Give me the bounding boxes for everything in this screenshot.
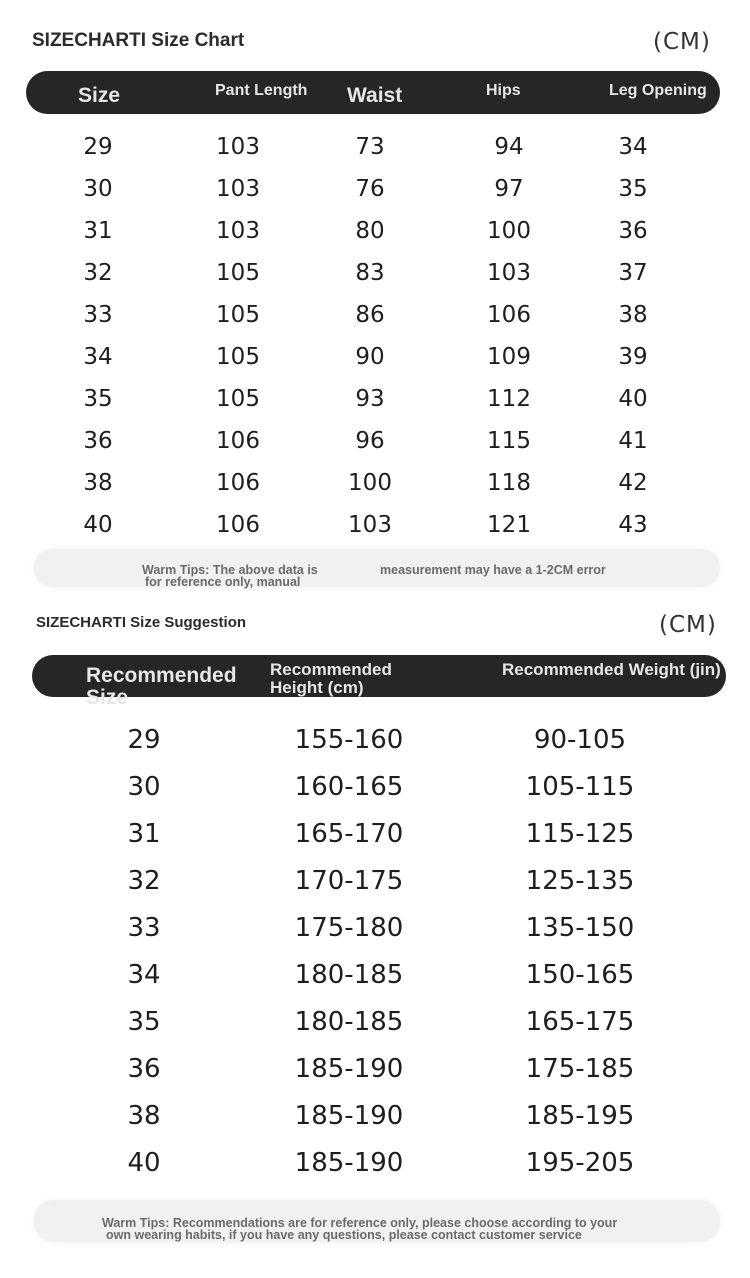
recommended-size-cell: 40 [127, 1148, 161, 1178]
hips-cell: 103 [487, 260, 531, 286]
leg-opening-cell: 37 [618, 260, 648, 286]
header-recommended-weight-label: Recommended Weight (jin) [502, 660, 721, 679]
header-recommended-height-label: Recommended Height (cm) [270, 660, 392, 697]
size-suggestion-header [32, 655, 726, 709]
header-pant-length: Pant Length [215, 82, 308, 99]
waist-cell: 73 [355, 134, 385, 160]
hips-cell: 109 [487, 344, 531, 370]
hips-cell: 106 [487, 302, 531, 328]
table-row [0, 218, 750, 260]
size-chart-tip-line1-right: measurement may have a 1-2CM error [380, 563, 606, 577]
table-row [0, 1101, 750, 1143]
size-suggestion-tip-line2: own wearing habits, if you have any questions, please contact customer service [106, 1228, 582, 1242]
size-cell: 34 [83, 344, 113, 370]
recommended-height-cell: 185-190 [294, 1054, 404, 1084]
waist-cell: 93 [355, 386, 385, 412]
table-row [0, 1148, 750, 1190]
pant-length-cell: 106 [216, 470, 260, 496]
pant-length-cell: 105 [216, 302, 260, 328]
leg-opening-cell: 42 [618, 470, 648, 496]
size-suggestion-title: SIZECHARTI Size Suggestion [36, 614, 247, 631]
waist-cell: 76 [355, 176, 385, 202]
leg-opening-cell: 40 [618, 386, 648, 412]
waist-cell: 100 [348, 470, 392, 496]
hips-cell: 118 [487, 470, 531, 496]
leg-opening-cell: 39 [618, 344, 648, 370]
size-suggestion-tip-line1: Warm Tips: Recommendations are for reference only, please choose according to your [102, 1216, 618, 1230]
waist-cell: 96 [355, 428, 385, 454]
table-row [0, 386, 750, 428]
pant-length-cell: 103 [216, 176, 260, 202]
hips-cell: 121 [487, 512, 531, 538]
leg-opening-cell: 34 [618, 134, 648, 160]
recommended-height-cell: 170-175 [294, 866, 404, 896]
recommended-weight-cell: 135-150 [525, 913, 635, 943]
recommended-size-cell: 33 [127, 913, 161, 943]
table-row [0, 260, 750, 302]
size-cell: 35 [83, 386, 113, 412]
size-chart-tip-line1-left: Warm Tips: The above data is [142, 563, 318, 577]
header-recommended-size-label: Recommended Size [86, 664, 237, 709]
recommended-height-cell: 175-180 [294, 913, 404, 943]
recommended-height-cell: 180-185 [294, 960, 404, 990]
waist-cell: 83 [355, 260, 385, 286]
recommended-size-cell: 36 [127, 1054, 161, 1084]
waist-cell: 103 [348, 512, 392, 538]
recommended-height-cell: 180-185 [294, 1007, 404, 1037]
pant-length-cell: 103 [216, 134, 260, 160]
size-cell: 40 [83, 512, 113, 538]
recommended-height-cell: 165-170 [294, 819, 404, 849]
size-chart-tip-line2: for reference only, manual [145, 575, 301, 589]
hips-cell: 112 [487, 386, 531, 412]
recommended-size-cell: 35 [127, 1007, 161, 1037]
size-cell: 38 [83, 470, 113, 496]
leg-opening-cell: 43 [618, 512, 648, 538]
header-hips: Hips [486, 82, 521, 99]
table-row [0, 470, 750, 512]
leg-opening-cell: 41 [618, 428, 648, 454]
table-row [0, 725, 750, 767]
header-waist: Waist [347, 84, 403, 107]
size-chart-header [26, 71, 720, 114]
size-cell: 32 [83, 260, 113, 286]
size-suggestion-tip [34, 1200, 720, 1242]
waist-cell: 90 [355, 344, 385, 370]
table-row [0, 1007, 750, 1049]
size-chart-title: SIZECHARTI Size Chart [32, 30, 245, 51]
recommended-size-cell: 38 [127, 1101, 161, 1131]
table-row [0, 176, 750, 218]
size-suggestion-unit: (CM) [659, 612, 717, 638]
hips-cell: 94 [494, 134, 524, 160]
recommended-size-cell: 29 [127, 725, 161, 755]
recommended-size-cell: 31 [127, 819, 161, 849]
pant-length-cell: 105 [216, 344, 260, 370]
hips-cell: 97 [494, 176, 524, 202]
table-row [0, 819, 750, 861]
size-cell: 31 [83, 218, 113, 244]
table-row [0, 1054, 750, 1096]
header-recommended-weight [502, 661, 728, 679]
table-row [0, 344, 750, 386]
recommended-height-cell: 155-160 [294, 725, 404, 755]
size-cell: 29 [83, 134, 113, 160]
header-leg-opening: Leg Opening [609, 82, 707, 99]
leg-opening-cell: 38 [618, 302, 648, 328]
table-row [0, 772, 750, 814]
pant-length-cell: 103 [216, 218, 260, 244]
pant-length-cell: 106 [216, 512, 260, 538]
header-recommended-height [270, 661, 430, 697]
recommended-weight-cell: 165-175 [525, 1007, 635, 1037]
table-row [0, 428, 750, 470]
recommended-weight-cell: 90-105 [533, 725, 627, 755]
leg-opening-cell: 36 [618, 218, 648, 244]
size-cell: 33 [83, 302, 113, 328]
recommended-height-cell: 160-165 [294, 772, 404, 802]
table-row [0, 960, 750, 1002]
recommended-weight-cell: 150-165 [525, 960, 635, 990]
recommended-weight-cell: 125-135 [525, 866, 635, 896]
table-row [0, 512, 750, 554]
pant-length-cell: 105 [216, 260, 260, 286]
waist-cell: 80 [355, 218, 385, 244]
recommended-height-cell: 185-190 [294, 1101, 404, 1131]
pant-length-cell: 106 [216, 428, 260, 454]
leg-opening-cell: 35 [618, 176, 648, 202]
table-row [0, 134, 750, 176]
table-row [0, 913, 750, 955]
size-cell: 36 [83, 428, 113, 454]
size-cell: 30 [83, 176, 113, 202]
hips-cell: 100 [487, 218, 531, 244]
size-chart-tip [34, 549, 720, 587]
recommended-size-cell: 30 [127, 772, 161, 802]
recommended-weight-cell: 115-125 [525, 819, 635, 849]
pant-length-cell: 105 [216, 386, 260, 412]
recommended-size-cell: 34 [127, 960, 161, 990]
recommended-weight-cell: 195-205 [525, 1148, 635, 1178]
recommended-weight-cell: 105-115 [525, 772, 635, 802]
header-recommended-size [86, 665, 266, 709]
table-row [0, 866, 750, 908]
size-chart-unit: (CM) [653, 29, 711, 55]
recommended-weight-cell: 185-195 [525, 1101, 635, 1131]
recommended-height-cell: 185-190 [294, 1148, 404, 1178]
hips-cell: 115 [487, 428, 531, 454]
table-row [0, 302, 750, 344]
header-size: Size [78, 84, 121, 107]
recommended-size-cell: 32 [127, 866, 161, 896]
waist-cell: 86 [355, 302, 385, 328]
recommended-weight-cell: 175-185 [525, 1054, 635, 1084]
